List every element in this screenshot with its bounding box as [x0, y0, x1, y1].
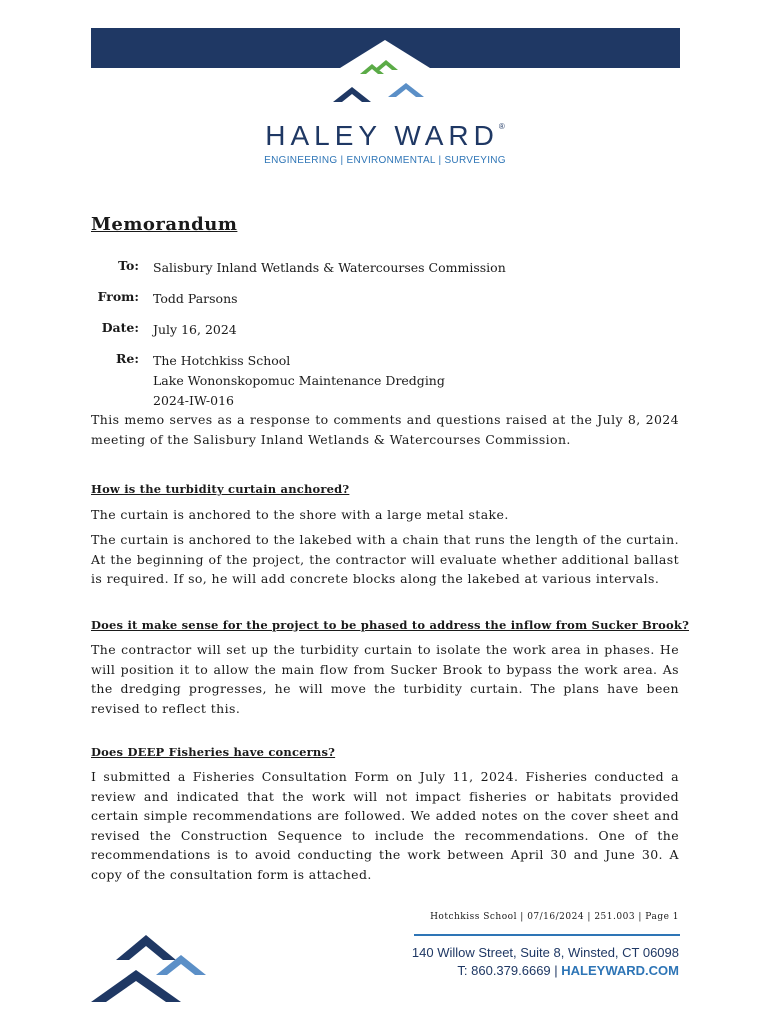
section-paragraph: I submitted a Fisheries Consultation Form on July 11, 2024. Fisheries conducted a review and indicated that the work will not impact fisheries or habitats provided certain simple recommendations are followed. We added notes on the cover sheet and revised the Construction Sequence to include the recommendations. One of the recommendations is to avoid conducting the work between April 30 and June 30. A copy of the consultation form is attached. [91, 769, 679, 882]
footer-address-line: 140 Willow Street, Suite 8, Winsted, CT 06098 [411, 945, 679, 960]
haley-ward-logo-icon [300, 40, 470, 110]
section-paragraph: The curtain is anchored to the lakebed with a chain that runs the length of the curtain. At the beginning of the project, the contractor will evaluate whether additional ballast is required. If so, he will add concrete blocks along the lakebed at various intervals. [91, 532, 679, 586]
section-heading: How is the turbidity curtain anchored? [91, 482, 350, 496]
section-heading: Does DEEP Fisheries have concerns? [91, 745, 336, 759]
footer-phone: T: 860.379.6669 | [457, 963, 558, 978]
registered-mark: ® [498, 122, 505, 131]
section-paragraph: The contractor will set up the turbidity curtain to isolate the work area in phases. He will position it to allow the main flow from Sucker Brook to bypass the work area. As the dredging progresses, he will move the turbidity curtain. The plans have been revised to reflect this. [91, 642, 679, 716]
footer-divider [414, 934, 680, 936]
footer-contact [412, 944, 679, 980]
re-row [91, 351, 681, 411]
intro-paragraph: This memo serves as a response to comments and questions raised at the July 8, 2024 meeting of the Salisbury Inland Wetlands & Watercourses Commission. [91, 412, 679, 447]
re-line: 2024-IW-016 [153, 393, 234, 408]
from-value: Todd Parsons [153, 291, 238, 306]
re-label: Re: [116, 351, 139, 366]
re-line: Lake Wononskopomuc Maintenance Dredging [153, 373, 445, 388]
re-value [153, 351, 681, 411]
to-row [91, 258, 681, 278]
to-value: Salisbury Inland Wetlands & Watercourses Commission [153, 260, 506, 275]
from-label: From: [97, 289, 139, 304]
date-label: Date: [101, 320, 139, 335]
memo-header-fields [91, 258, 681, 422]
memo-title: Memorandum [91, 214, 238, 235]
footer-phone-web [412, 962, 679, 980]
page-footer-line: Hotchkiss School | 07/16/2024 | 251.003 | Page 1 [430, 912, 679, 922]
re-line: The Hotchkiss School [153, 353, 291, 368]
footer-website-link[interactable]: HALEYWARD.COM [561, 963, 679, 978]
to-label: To: [118, 258, 139, 273]
haley-ward-footer-chevron-icon [91, 930, 221, 1010]
brand-tagline: ENGINEERING | ENVIRONMENTAL | SURVEYING [264, 155, 506, 166]
date-value: July 16, 2024 [153, 322, 237, 337]
from-row [91, 289, 681, 309]
section-heading: Does it make sense for the project to be phased to address the inflow from Sucker Brook? [91, 618, 690, 632]
section-paragraph: The curtain is anchored to the shore with a large metal stake. [91, 507, 509, 522]
date-row [91, 320, 681, 340]
brand-name: HALEY WARD® [265, 120, 505, 151]
